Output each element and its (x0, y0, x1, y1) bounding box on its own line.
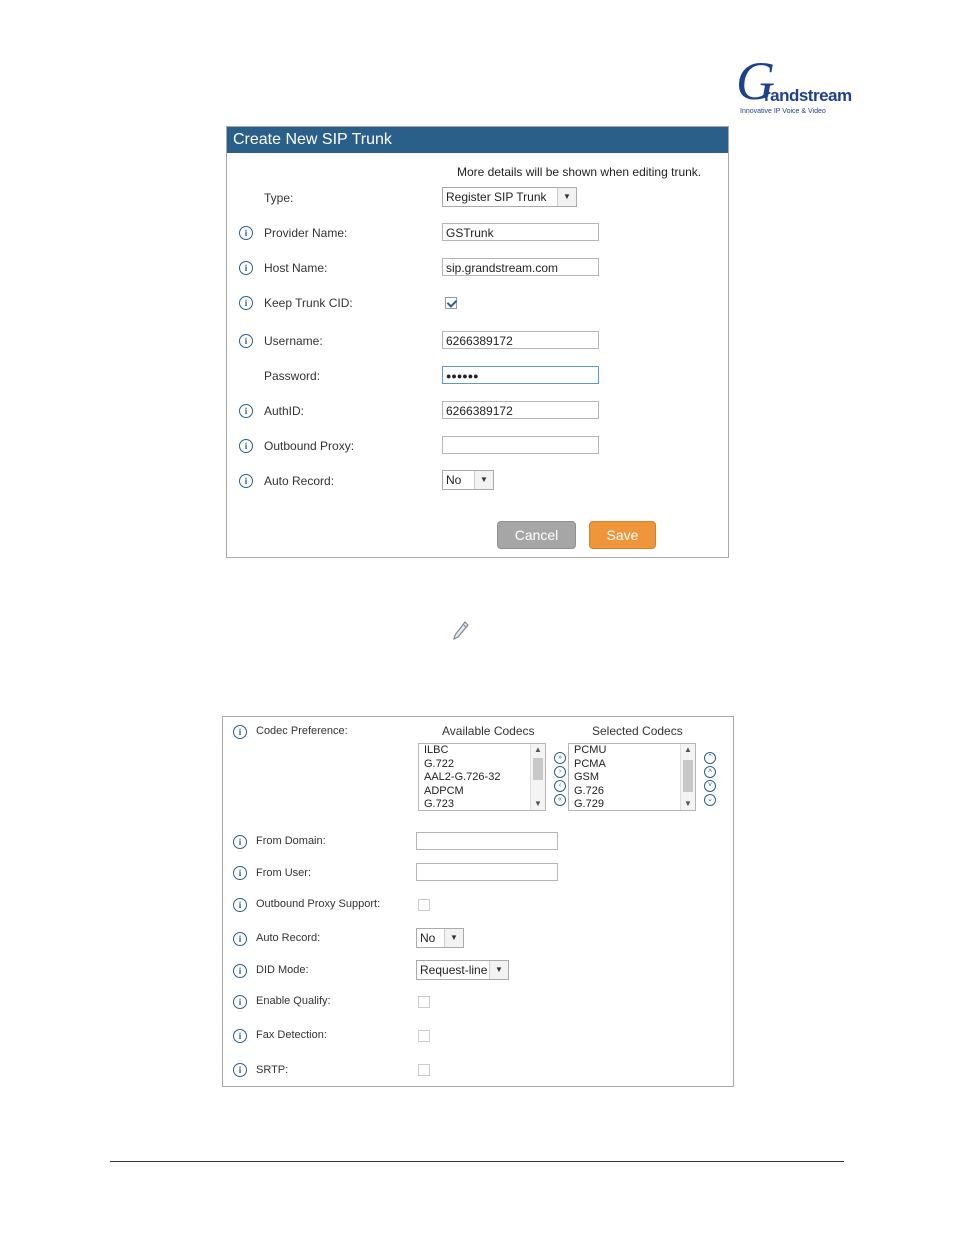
username-input[interactable]: 6266389172 (442, 331, 599, 349)
move-left-icon[interactable]: ‹ (554, 780, 566, 792)
list-item[interactable]: AAL2-G.726-32 (424, 771, 501, 783)
info-icon[interactable]: i (233, 1029, 247, 1043)
from-user-input[interactable] (416, 863, 558, 881)
chevron-down-icon: ▼ (444, 929, 463, 947)
list-item[interactable]: GSM (574, 771, 600, 783)
grandstream-logo (736, 51, 852, 122)
type-select-value: Register SIP Trunk (446, 190, 547, 204)
info-icon[interactable]: i (239, 474, 253, 488)
provider-name-label: Provider Name: (264, 226, 348, 240)
fax-detection-label: Fax Detection: (256, 1029, 327, 1041)
info-icon[interactable]: i (233, 725, 247, 739)
logo-word: randstream (764, 86, 852, 105)
username-label: Username: (264, 334, 323, 348)
move-top-icon[interactable]: ⌃ (704, 752, 716, 764)
create-sip-trunk-dialog (226, 126, 729, 558)
scrollbar-thumb[interactable] (683, 760, 693, 792)
info-icon[interactable]: i (239, 261, 253, 275)
password-input[interactable]: ●●●●●● (442, 366, 599, 384)
dialog-title: Create New SIP Trunk (227, 127, 728, 153)
move-bottom-icon[interactable]: ⌄ (704, 794, 716, 806)
list-item[interactable]: G.726 (574, 784, 604, 797)
list-item[interactable]: ADPCM (424, 784, 464, 797)
codec-preference-label: Codec Preference: (256, 725, 348, 737)
info-icon[interactable]: i (233, 995, 247, 1009)
dialog-note: More details will be shown when editing trunk. (457, 165, 702, 179)
srtp-label: SRTP: (256, 1064, 289, 1076)
enable-qualify-checkbox[interactable] (418, 996, 430, 1008)
from-domain-input[interactable] (416, 832, 558, 850)
outbound-proxy-support-label: Outbound Proxy Support: (256, 898, 381, 910)
did-mode-select[interactable] (416, 960, 509, 980)
did-mode-value: Request-line (420, 963, 488, 977)
list-item[interactable]: G.722 (424, 757, 454, 770)
info-icon[interactable]: i (233, 866, 247, 880)
fax-detection-checkbox[interactable] (418, 1030, 430, 1042)
move-down-icon[interactable]: ˅ (704, 780, 716, 792)
save-button[interactable]: Save (589, 521, 656, 549)
outbound-proxy-label: Outbound Proxy: (264, 439, 355, 453)
chevron-down-icon: ▼ (489, 961, 508, 979)
move-right-icon[interactable]: › (554, 766, 566, 778)
info-icon[interactable]: i (233, 1063, 247, 1077)
srtp-checkbox[interactable] (418, 1064, 430, 1076)
info-icon[interactable]: i (233, 964, 247, 978)
logo-mark: G (736, 51, 775, 111)
footer-divider (110, 1161, 844, 1162)
move-all-left-icon[interactable]: « (554, 794, 566, 806)
info-icon[interactable]: i (239, 334, 253, 348)
list-item[interactable]: G.723 (424, 798, 454, 810)
list-item[interactable]: PCMA (574, 757, 606, 770)
keep-trunk-cid-label: Keep Trunk CID: (264, 296, 353, 310)
chevron-down-icon: ▼ (474, 471, 493, 489)
scrollbar[interactable] (680, 744, 695, 810)
auto-record-label: Auto Record: (264, 474, 335, 488)
logo-tagline: Innovative IP Voice & Video (740, 108, 826, 115)
outbound-proxy-input[interactable] (442, 436, 599, 454)
list-item[interactable]: ILBC (424, 744, 449, 756)
move-up-icon[interactable]: ˄ (704, 766, 716, 778)
scrollbar-thumb[interactable] (533, 758, 543, 780)
info-icon[interactable]: i (239, 439, 253, 453)
info-icon[interactable]: i (239, 226, 253, 240)
outbound-proxy-support-checkbox[interactable] (418, 899, 430, 911)
cancel-button[interactable]: Cancel (497, 521, 576, 549)
host-name-label: Host Name: (264, 261, 328, 275)
info-icon[interactable]: i (239, 404, 253, 418)
provider-name-input[interactable]: GSTrunk (442, 223, 599, 241)
auto-record-select[interactable] (416, 928, 464, 948)
auto-record-label: Auto Record: (256, 932, 321, 944)
type-label: Type: (264, 191, 294, 205)
auto-record-value: No (446, 473, 462, 487)
available-codecs-list[interactable] (418, 743, 546, 811)
move-all-right-icon[interactable]: » (554, 752, 566, 764)
chevron-up-icon[interactable]: ▲ (534, 745, 542, 754)
edit-trunk-panel (222, 716, 734, 1087)
type-select[interactable] (442, 187, 577, 207)
password-label: Password: (264, 369, 321, 383)
authid-input[interactable]: 6266389172 (442, 401, 599, 419)
chevron-down-icon[interactable]: ▼ (684, 799, 692, 808)
selected-codecs-header: Selected Codecs (592, 724, 683, 738)
auto-record-select[interactable] (442, 470, 494, 490)
from-user-label: From User: (256, 867, 311, 879)
pencil-icon[interactable] (452, 620, 470, 642)
authid-label: AuthID: (264, 404, 305, 418)
list-item[interactable]: G.729 (574, 798, 604, 810)
enable-qualify-label: Enable Qualify: (256, 995, 331, 1007)
chevron-down-icon[interactable]: ▼ (534, 799, 542, 808)
info-icon[interactable]: i (239, 296, 253, 310)
chevron-up-icon[interactable]: ▲ (684, 745, 692, 754)
host-name-input[interactable]: sip.grandstream.com (442, 258, 599, 276)
chevron-down-icon: ▼ (557, 188, 576, 206)
list-item[interactable]: PCMU (574, 744, 607, 756)
available-codecs-header: Available Codecs (442, 724, 535, 738)
info-icon[interactable]: i (233, 898, 247, 912)
info-icon[interactable]: i (233, 932, 247, 946)
selected-codecs-list[interactable] (568, 743, 696, 811)
auto-record-value: No (420, 931, 436, 945)
scrollbar[interactable] (530, 744, 545, 810)
keep-trunk-cid-checkbox[interactable] (445, 297, 457, 309)
info-icon[interactable]: i (233, 835, 247, 849)
did-mode-label: DID Mode: (256, 964, 309, 976)
from-domain-label: From Domain: (256, 835, 326, 847)
